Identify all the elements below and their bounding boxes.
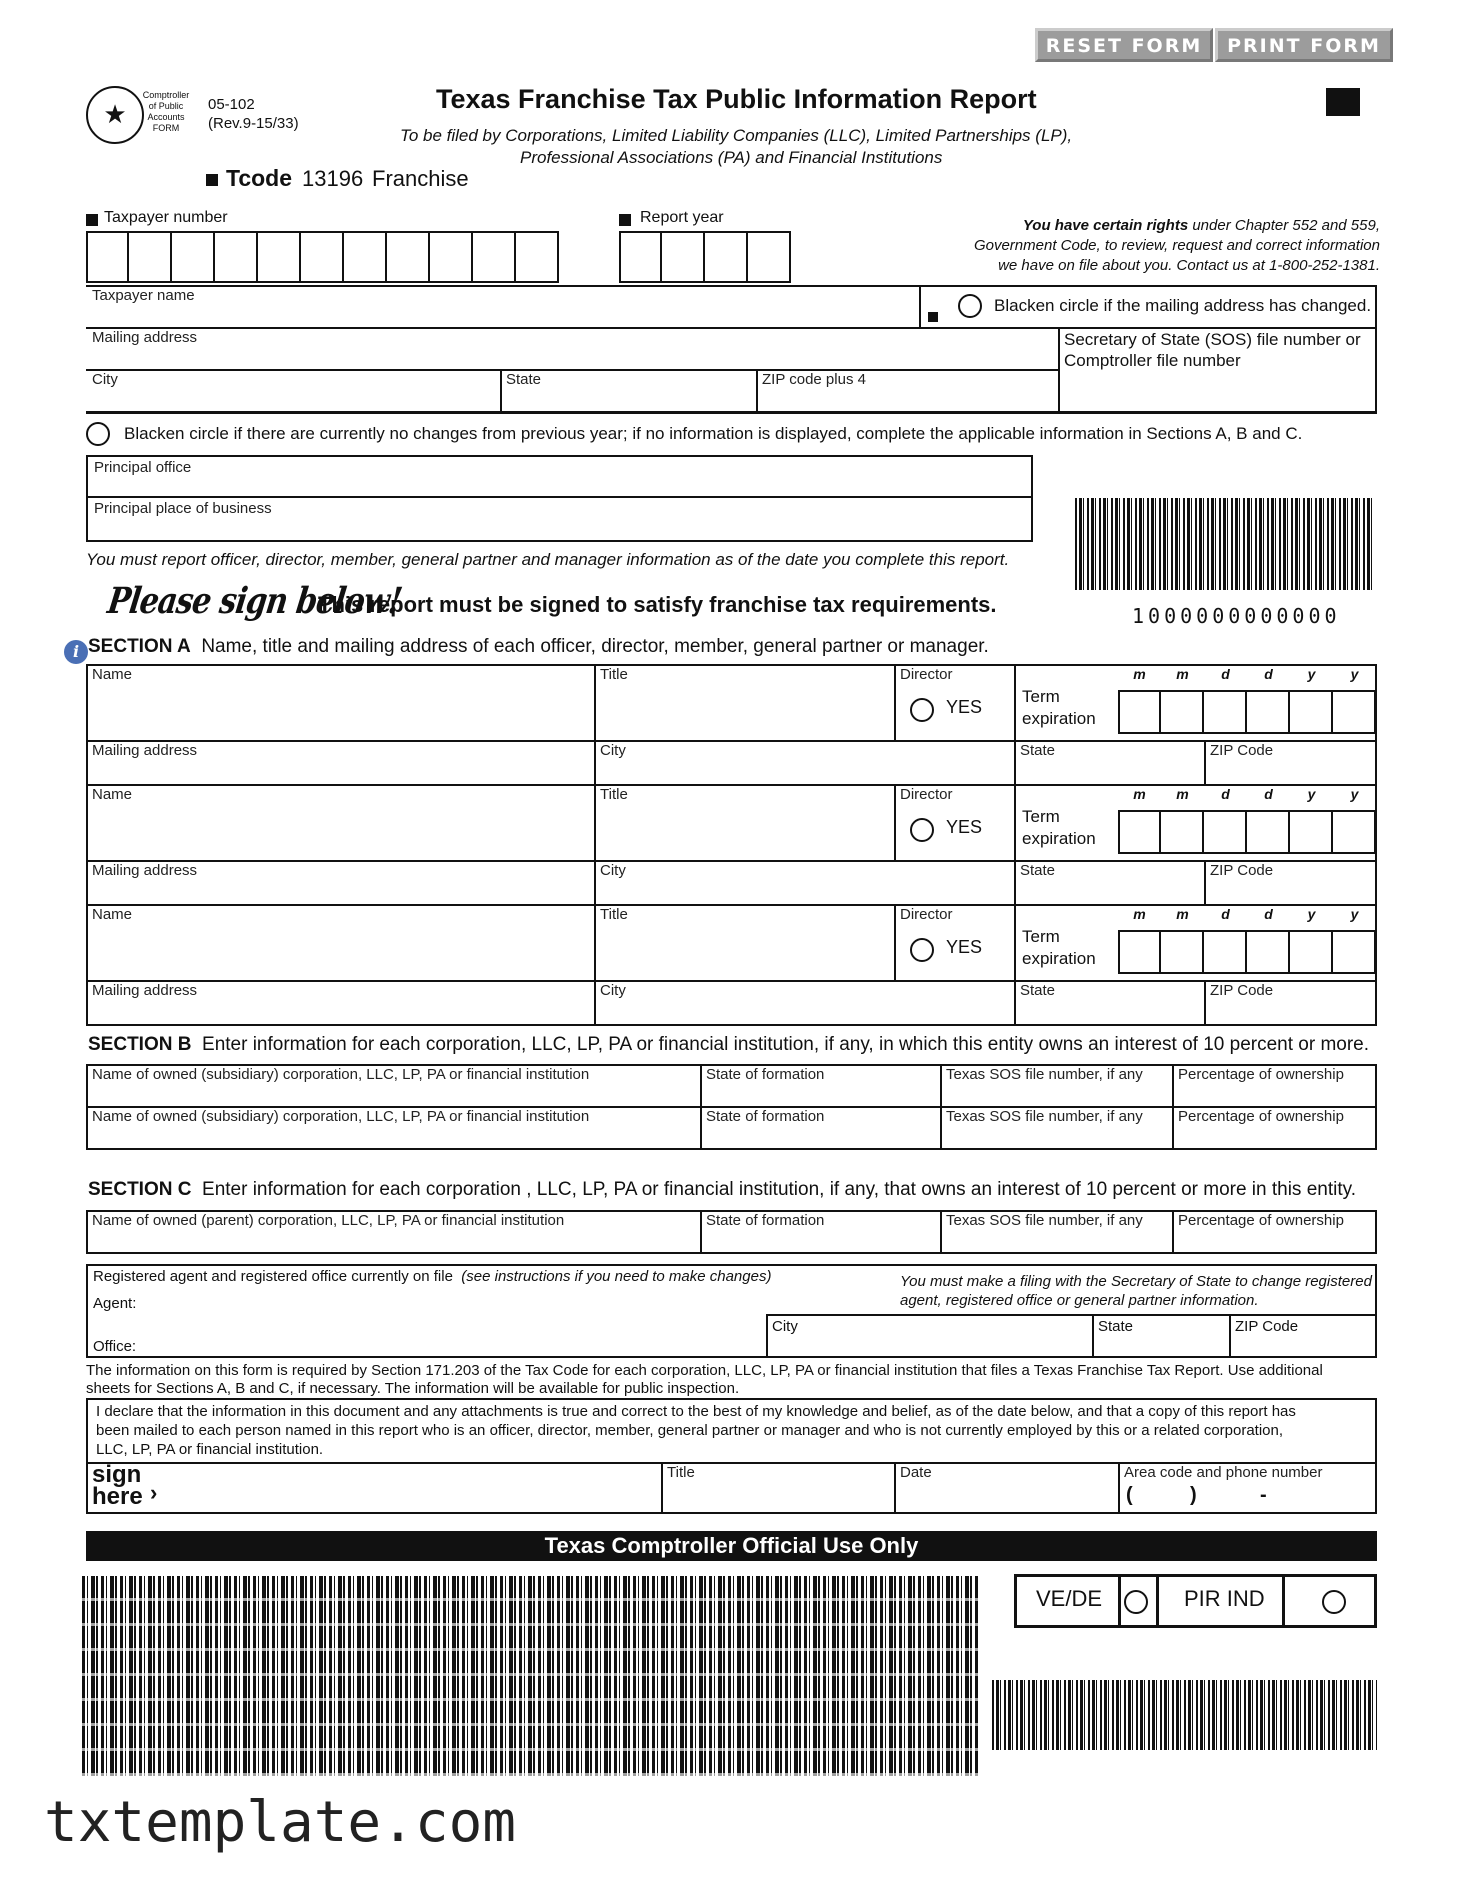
term-expiration-date-field[interactable]: [1118, 930, 1376, 974]
officer-mailing-label: Mailing address: [92, 862, 198, 879]
comptroller-seal-icon: ★: [86, 86, 144, 144]
zip-field[interactable]: [756, 369, 1058, 411]
date-col-label: m: [1133, 786, 1146, 802]
city-label: City: [92, 371, 118, 388]
declaration-line-1: I declare that the information in this document and any attachments is true and correct to the best of my knowledge and belief, as of the date below, and that a copy of this report has: [96, 1403, 1296, 1420]
rights-rest: under Chapter 552 and 559,: [1188, 217, 1380, 234]
officer-zip-label: ZIP Code: [1210, 982, 1274, 999]
declaration-line-3: LLC, LP, PA or financial institution.: [96, 1441, 324, 1458]
section-c-text: Enter information for each corporation , LLC, LP, PA or financial institution, if any, that owns an interest of 10 percent or more in this entity.: [202, 1179, 1356, 1200]
report-year-label: Report year: [640, 209, 724, 226]
section-b-text: Enter information for each corporation, LLC, LP, PA or financial institution, if any, in which this entity owns an interest of 10 percent or more.: [202, 1034, 1370, 1055]
zip-label: ZIP code plus 4: [762, 371, 866, 388]
officer-name-field[interactable]: [86, 904, 594, 980]
officer-title-field[interactable]: [594, 664, 894, 740]
info-icon[interactable]: i: [64, 640, 88, 664]
date-col-label: d: [1264, 666, 1273, 682]
officer-mailing-address-field[interactable]: [86, 860, 594, 906]
officer-mailing-address-field[interactable]: [86, 980, 594, 1026]
declaration-line-2: been mailed to each person named in this report who is an officer, director, member, general partner or manager and who is not currently employed by this or a related corporation,: [96, 1422, 1284, 1439]
section-b-col4-field[interactable]: [1172, 1064, 1376, 1106]
principal-office-field[interactable]: [86, 455, 1033, 498]
sign-arrow-icon: ›: [150, 1480, 158, 1505]
term-expiration-label: [1022, 806, 1096, 850]
taxpayer-number-label: Taxpayer number: [104, 209, 228, 226]
sign-here-graphic: [92, 1461, 143, 1510]
section-b-col2-label: State of formation: [706, 1108, 825, 1125]
officer-state-field[interactable]: [1014, 740, 1204, 786]
date-col-label: y: [1307, 666, 1316, 682]
info-note-1: The information on this form is required by Section 171.203 of the Tax Code for each corporation, LLC, LP, PA or financial institution that files a Texas Franchise Tax Report. Use additional: [86, 1362, 1323, 1379]
form-revision: (Rev.9-15/33): [208, 115, 299, 132]
date-col-label: y: [1307, 906, 1316, 922]
section-c-col3-label: Texas SOS file number, if any: [946, 1212, 1143, 1229]
office-label[interactable]: Office:: [93, 1338, 137, 1355]
section-b-col3-label: Texas SOS file number, if any: [946, 1108, 1143, 1125]
agent-heading-note: (see instructions if you need to make changes): [461, 1268, 772, 1285]
phone-paren-open: (: [1126, 1484, 1133, 1506]
date-col-label: d: [1264, 786, 1273, 802]
official-barcode: [992, 1680, 1377, 1750]
section-b-col4-label: Percentage of ownership: [1178, 1108, 1344, 1125]
section-a-label: SECTION A: [88, 636, 191, 657]
seal-text: Comptroller of Public Accounts FORM: [142, 90, 190, 133]
term-expiration-label: [1022, 926, 1096, 970]
section-b-label: SECTION B: [88, 1034, 192, 1055]
officer-title-label: Title: [600, 786, 628, 803]
section-c-col2-label: State of formation: [706, 1212, 825, 1229]
date-col-label: y: [1350, 666, 1359, 682]
date-header: [1118, 666, 1376, 682]
sign-requirement-note: This report must be signed to satisfy franchise tax requirements.: [318, 592, 997, 617]
date-col-label: y: [1307, 786, 1316, 802]
section-c-col1-field[interactable]: [86, 1210, 700, 1252]
section-b-col3-field[interactable]: [940, 1064, 1172, 1106]
section-b-col3-label: Texas SOS file number, if any: [946, 1066, 1143, 1083]
officer-title-label: Title: [600, 666, 628, 683]
principal-place-field[interactable]: [86, 496, 1033, 542]
taxpayer-name-field[interactable]: [86, 285, 919, 327]
mailing-address-field[interactable]: [86, 327, 1058, 369]
barcode-row-lines: [82, 1576, 979, 1776]
principal-place-label: Principal place of business: [94, 500, 272, 517]
director-yes-label: YES: [946, 937, 983, 957]
director-field: [894, 664, 1014, 740]
report-note: You must report officer, director, member, general partner and manager information as of the date you complete this report.: [86, 550, 1010, 569]
officer-zip-label: ZIP Code: [1210, 742, 1274, 759]
date-col-label: m: [1176, 786, 1189, 802]
info-note-2: sheets for Sections A, B and C, if necessary. The information will be available for public inspection.: [86, 1380, 740, 1397]
pirind-circle[interactable]: [1322, 1590, 1346, 1614]
phone-dash: -: [1260, 1484, 1267, 1506]
officer-city-label: City: [600, 742, 626, 759]
date-col-label: d: [1221, 786, 1230, 802]
section-a-text: Name, title and mailing address of each officer, director, member, general partner or manager.: [201, 636, 989, 657]
date-col-label: m: [1176, 906, 1189, 922]
term-word: Term: [1022, 807, 1060, 826]
date-col-label: m: [1176, 666, 1189, 682]
tcode-marker: [206, 174, 218, 186]
agent-zip-label[interactable]: ZIP Code: [1235, 1318, 1299, 1335]
term-word: Term: [1022, 687, 1060, 706]
director-field: [894, 904, 1014, 980]
report-year-field[interactable]: [619, 231, 791, 283]
corner-mark: [1326, 88, 1360, 116]
here-word: here: [92, 1483, 143, 1510]
officer-mailing-label: Mailing address: [92, 742, 198, 759]
phone-label: Area code and phone number: [1124, 1464, 1323, 1481]
section-c-col2-field[interactable]: [700, 1210, 940, 1252]
officer-city-field[interactable]: [594, 740, 1014, 786]
rights-notice: [880, 216, 1380, 276]
rights-line-2: Government Code, to review, request and correct information: [973, 237, 1380, 254]
rights-line-3: we have on file about you. Contact us at 1-800-252-1381.: [998, 257, 1380, 274]
director-field: [894, 784, 1014, 860]
mailing-changed-circle[interactable]: [958, 294, 982, 318]
officer-name-field[interactable]: [86, 664, 594, 740]
declaration-text: [96, 1402, 1296, 1459]
date-col-label: m: [1133, 666, 1146, 682]
section-c-col3-field[interactable]: [940, 1210, 1172, 1252]
section-b-col1-field[interactable]: [86, 1106, 700, 1148]
rights-bold: You have certain rights: [1022, 217, 1189, 234]
section-b-col1-label: Name of owned (subsidiary) corporation, LLC, LP, PA or financial institution: [92, 1108, 590, 1125]
officer-zip-label: ZIP Code: [1210, 862, 1274, 879]
section-b-heading: [88, 1034, 1369, 1056]
taxpayer-number-field[interactable]: [86, 231, 559, 283]
state-field[interactable]: [500, 369, 756, 411]
agent-note-2: agent, registered office or general partner information.: [900, 1292, 1259, 1309]
officer-zip-field[interactable]: [1204, 860, 1376, 906]
phone-paren-close: ): [1190, 1484, 1197, 1506]
report-year-marker: [619, 214, 631, 226]
expiration-word: expiration: [1022, 829, 1096, 848]
director-yes-circle[interactable]: [910, 818, 934, 842]
section-b-col4-field[interactable]: [1172, 1106, 1376, 1148]
no-changes-circle[interactable]: [86, 422, 110, 446]
date-col-label: m: [1133, 906, 1146, 922]
section-b-col2-field[interactable]: [700, 1064, 940, 1106]
date-col-label: d: [1221, 906, 1230, 922]
agent-note: [900, 1272, 1372, 1310]
officer-state-field[interactable]: [1014, 980, 1204, 1026]
officer-title-label: Title: [600, 906, 628, 923]
sign-word: sign: [92, 1461, 142, 1488]
mailing-changed-label: Blacken circle if the mailing address has changed.: [994, 296, 1372, 315]
sign-date-field[interactable]: [894, 1462, 1118, 1514]
expiration-word: expiration: [1022, 709, 1096, 728]
officer-state-label: State: [1020, 862, 1056, 879]
tcode-value: 13196: [302, 166, 364, 191]
director-yes-label: YES: [946, 697, 983, 717]
officer-city-label: City: [600, 862, 626, 879]
officer-zip-field[interactable]: [1204, 740, 1376, 786]
officer-city-field[interactable]: [594, 980, 1014, 1026]
sign-title-label: Title: [667, 1464, 695, 1481]
director-yes-label: YES: [946, 817, 983, 837]
officer-state-label: State: [1020, 742, 1056, 759]
section-c-col1-label: Name of owned (parent) corporation, LLC, LP, PA or financial institution: [92, 1212, 565, 1229]
officer-name-label: Name: [92, 786, 133, 803]
officer-city-label: City: [600, 982, 626, 999]
vede-circle[interactable]: [1124, 1590, 1148, 1614]
agent-label[interactable]: Agent:: [93, 1295, 137, 1312]
date-header: [1118, 786, 1376, 802]
section-b-col1-field[interactable]: [86, 1064, 700, 1106]
subtitle-line-1: To be filed by Corporations, Limited Liability Companies (LLC), Limited Partnerships (LP),: [400, 126, 1073, 145]
subtitle-line-2: Professional Associations (PA) and Financial Institutions: [520, 148, 943, 167]
officer-title-field[interactable]: [594, 784, 894, 860]
officer-title-field[interactable]: [594, 904, 894, 980]
director-yes-circle[interactable]: [910, 938, 934, 962]
tcode-name: Franchise: [372, 166, 469, 191]
officer-name-label: Name: [92, 906, 133, 923]
officer-mailing-address-field[interactable]: [86, 740, 594, 786]
agent-heading: [93, 1268, 771, 1285]
section-b-col2-field[interactable]: [700, 1106, 940, 1148]
info-note: [86, 1362, 1386, 1398]
director-label: Director: [900, 666, 953, 683]
agent-city-label[interactable]: City: [772, 1318, 798, 1335]
no-changes-label: Blacken circle if there are currently no changes from previous year; if no information is displayed, complete the applicable information in Sections A, B and C.: [124, 424, 1303, 443]
sign-date-label: Date: [900, 1464, 932, 1481]
officer-name-field[interactable]: [86, 784, 594, 860]
sign-title-field[interactable]: [661, 1462, 894, 1514]
officer-state-field[interactable]: [1014, 860, 1204, 906]
section-c-label: SECTION C: [88, 1179, 192, 1200]
officer-name-label: Name: [92, 666, 133, 683]
term-expiration-label: [1022, 686, 1096, 730]
taxpayer-name-label: Taxpayer name: [92, 287, 195, 304]
section-c-col4-field[interactable]: [1172, 1210, 1376, 1252]
page-title: Texas Franchise Tax Public Information Report: [436, 84, 1037, 114]
barcode-number: 1000000000000: [1132, 604, 1341, 628]
director-label: Director: [900, 786, 953, 803]
official-use-banner: Texas Comptroller Official Use Only: [86, 1531, 1377, 1561]
expiration-word: expiration: [1022, 949, 1096, 968]
director-yes-circle[interactable]: [910, 698, 934, 722]
officer-city-field[interactable]: [594, 860, 1014, 906]
section-b-col4-label: Percentage of ownership: [1178, 1066, 1344, 1083]
officer-state-label: State: [1020, 982, 1056, 999]
pirind-label: PIR IND: [1184, 1586, 1265, 1611]
section-b-col3-field[interactable]: [940, 1106, 1172, 1148]
signature-field[interactable]: [170, 1464, 660, 1514]
sos-label-2: Comptroller file number: [1064, 351, 1241, 370]
tcode-label: Tcode: [226, 165, 293, 191]
watermark: txtemplate.com: [44, 1790, 517, 1855]
date-col-label: d: [1221, 666, 1230, 682]
term-expiration-date-field[interactable]: [1118, 810, 1376, 854]
please-sign-graphic: Please sign below!: [105, 580, 404, 623]
agent-note-1: You must make a filing with the Secretary of State to change registered: [900, 1273, 1372, 1290]
term-expiration-date-field[interactable]: [1118, 690, 1376, 734]
state-label: State: [506, 371, 542, 388]
date-header: [1118, 906, 1376, 922]
date-col-label: d: [1264, 906, 1273, 922]
date-col-label: y: [1350, 906, 1359, 922]
agent-state-label[interactable]: State: [1098, 1318, 1134, 1335]
reset-form-button[interactable]: RESET FORM: [1035, 28, 1213, 62]
section-c-col4-label: Percentage of ownership: [1178, 1212, 1344, 1229]
vede-label: VE/DE: [1036, 1586, 1103, 1611]
phone-field[interactable]: [1118, 1462, 1376, 1514]
section-b-col1-label: Name of owned (subsidiary) corporation, LLC, LP, PA or financial institution: [92, 1066, 590, 1083]
director-label: Director: [900, 906, 953, 923]
principal-office-label: Principal office: [94, 459, 192, 476]
sos-label-1: Secretary of State (SOS) file number or: [1064, 330, 1361, 349]
officer-mailing-label: Mailing address: [92, 982, 198, 999]
date-col-label: y: [1350, 786, 1359, 802]
print-form-button[interactable]: PRINT FORM: [1215, 28, 1393, 62]
form-number: 05-102: [208, 96, 255, 113]
agent-heading-text: Registered agent and registered office currently on file: [93, 1268, 453, 1285]
mailing-address-label: Mailing address: [92, 329, 198, 346]
officer-zip-field[interactable]: [1204, 980, 1376, 1026]
section-a-heading: [88, 636, 989, 658]
term-word: Term: [1022, 927, 1060, 946]
section-b-col2-label: State of formation: [706, 1066, 825, 1083]
section-c-heading: [88, 1179, 1356, 1201]
taxpayer-barcode: [1075, 498, 1375, 590]
sos-file-number-field[interactable]: [1058, 327, 1376, 413]
city-field[interactable]: [86, 369, 500, 411]
taxpayer-number-marker: [86, 214, 98, 226]
